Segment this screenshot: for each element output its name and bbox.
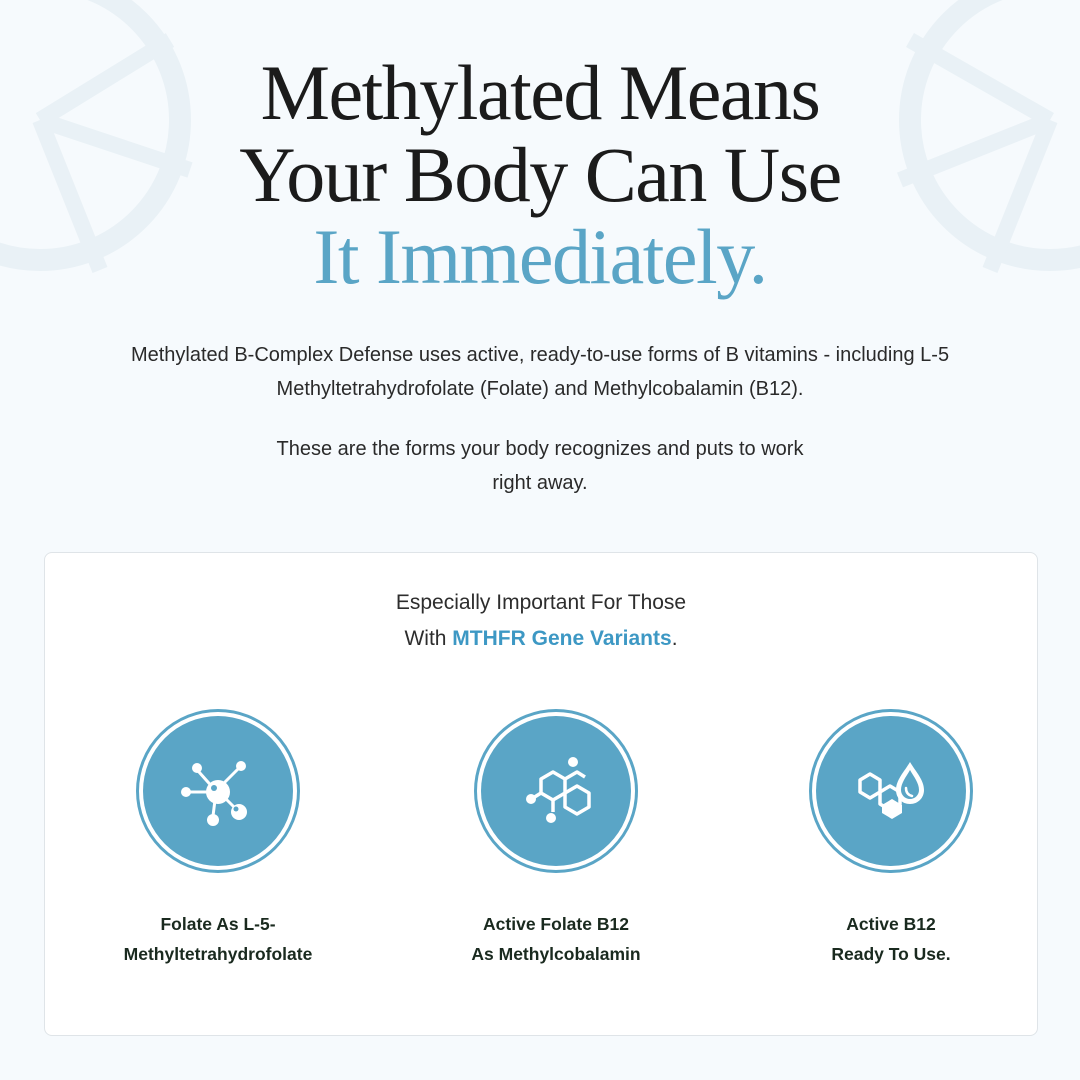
- card-title-suffix: .: [671, 627, 678, 650]
- page-headline: [0, 49, 1080, 300]
- feature-label: [68, 909, 368, 969]
- feature-label-line-2: As Methylcobalamin: [471, 944, 641, 964]
- mthfr-highlight: MTHFR Gene Variants: [452, 627, 672, 650]
- hexagon-droplet-icon: [816, 716, 966, 866]
- card-title-line-1: Especially Important For Those: [395, 591, 687, 614]
- feature-active-b12: [741, 709, 1041, 969]
- feature-icon-ring: [809, 709, 973, 873]
- molecule-icon: [143, 716, 293, 866]
- headline-line-1: Methylated Means: [260, 49, 820, 136]
- feature-label-line-1: Folate As L-5-: [160, 914, 276, 934]
- headline-line-2: Your Body Can Use: [239, 131, 841, 218]
- card-title: [45, 585, 1037, 657]
- feature-folate: [68, 709, 368, 969]
- feature-label: [741, 909, 1041, 969]
- card-title-prefix: With: [404, 627, 453, 650]
- intro-paragraph-2: These are the forms your body recognizes and puts to work right away.: [276, 438, 804, 494]
- headline-accent-line: It Immediately.: [313, 213, 767, 300]
- intro-paragraph-1: Methylated B-Complex Defense uses active, ready-to-use forms of B vitamins - including L-5 Methyltetrahydrofolate (Folate) and Methylcobalamin (B12).: [130, 344, 950, 400]
- feature-icon-ring: [474, 709, 638, 873]
- card-title-line-2: [45, 621, 1037, 657]
- feature-label-line-1: Active Folate B12: [483, 914, 629, 934]
- feature-active-folate-b12: [406, 709, 706, 969]
- feature-label-line-1: Active B12: [846, 914, 936, 934]
- intro-text: [90, 338, 990, 500]
- feature-label-line-2: Methyltetrahydrofolate: [123, 944, 313, 964]
- mthfr-card: [44, 552, 1038, 1036]
- feature-label: [406, 909, 706, 969]
- hexagon-chain-icon: [481, 716, 631, 866]
- feature-icon-ring: [136, 709, 300, 873]
- feature-label-line-2: Ready To Use.: [831, 944, 951, 964]
